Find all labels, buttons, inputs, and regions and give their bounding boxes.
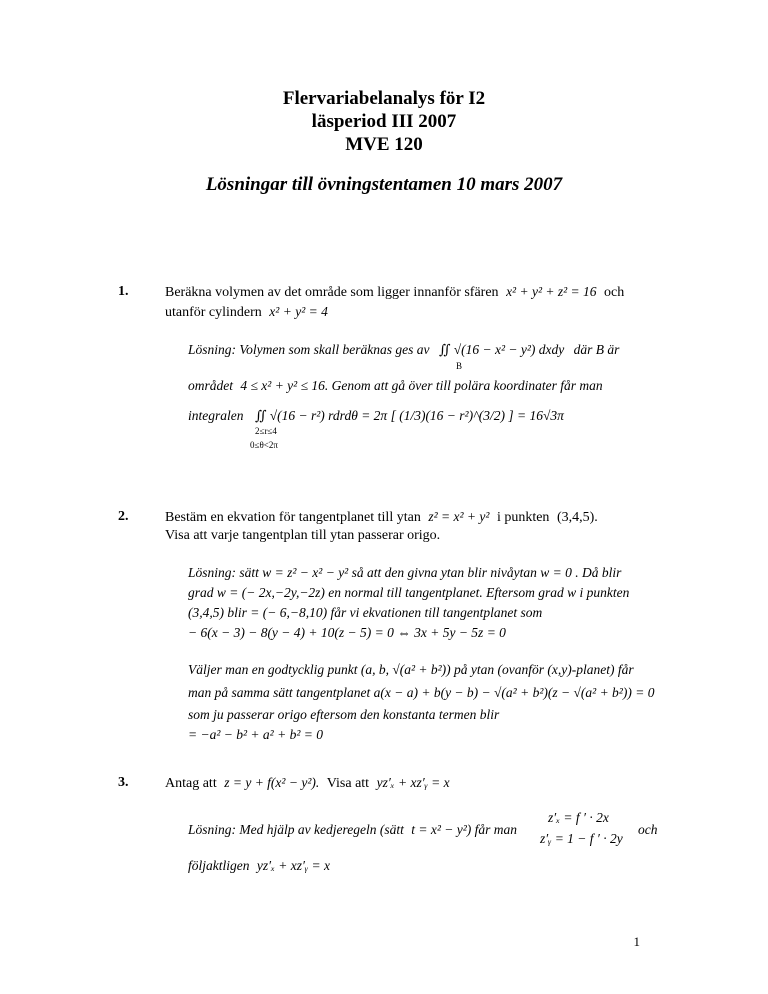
problem-2-text: Bestäm en ekvation för tangentplanet till ytan z² = x² + y² i punkten (3,4,5). [165, 509, 598, 525]
problem-3-system-eq1: z′ₓ = f ′ · 2x [548, 810, 609, 825]
doc-subtitle: Lösningar till övningstentamen 10 mars 2007 [205, 174, 563, 195]
problem-1-limit-r: 2≤r≤4 [255, 426, 277, 436]
problem-2-solution-line1: Lösning: sätt w = z² − x² − y² så att den givna ytan blir nivåytan w = 0 . Då blir [188, 565, 622, 580]
problem-1-integral-domain: B [456, 361, 463, 371]
problem-2-solution-line6: man på samma sätt tangentplanet a(x − a) + b(y − b) − √(a² + b²)(z − √(a² + b²)) = 0 [188, 685, 655, 700]
doc-title-line2: läsperiod III 2007 [311, 111, 457, 132]
problem-1-solution-line2: området 4 ≤ x² + y² ≤ 16. Genom att gå över till polära koordinater får man [188, 378, 603, 393]
problem-3-solution-line1: Lösning: Med hjälp av kedjeregeln (sätt t = x² − y²) får man [188, 822, 518, 837]
problem-1-text: Beräkna volymen av det område som ligger innanför sfären x² + y² + z² = 16 och [165, 284, 625, 300]
problem-1-solution-line3: integralen ∬ √(16 − r²) rdrdθ = 2π [ (1/3)(16 − r²)^(3/2) ] = 16√3π [188, 408, 564, 423]
problem-2-text-2: Visa att varje tangentplan till ytan passerar origo. [165, 528, 441, 543]
problem-3-system-and: och [638, 822, 658, 837]
page-number: 1 [633, 934, 640, 949]
problem-1-number: 1. [118, 284, 129, 299]
problem-3-system-eq2: z′ᵧ = 1 − f ′ · 2y [540, 831, 623, 846]
problem-1-limit-theta: 0≤θ<2π [250, 440, 278, 450]
problem-2-number: 2. [118, 509, 129, 524]
problem-2-solution-line2: grad w = (− 2x,−2y,−2z) en normal till tangentplanet. Eftersom grad w i punkten [188, 585, 630, 600]
problem-1-text-2: utanför cylindern x² + y² = 4 [165, 304, 328, 320]
doc-title-line1: Flervariabelanalys för I2 [282, 88, 486, 109]
problem-2-solution-line7: som ju passerar origo eftersom den konstanta termen blir [188, 707, 500, 722]
problem-2-solution-line4: − 6(x − 3) − 8(y − 4) + 10(z − 5) = 0 ⇔ 3x + 5y − 5z = 0 [188, 625, 506, 640]
doc-title-line3: MVE 120 [345, 134, 423, 155]
problem-3-text: Antag att z = y + f(x² − y²). Visa att yz′ₓ + xz′ᵧ = x [165, 775, 450, 791]
problem-2-solution-line5: Väljer man en godtycklig punkt (a, b, √(a² + b²)) på ytan (ovanför (x,y)-planet) får [188, 662, 634, 677]
problem-2-solution-line3: (3,4,5) blir = (− 6,−8,10) får vi ekvationen till tangentplanet som [188, 605, 543, 620]
problem-3-number: 3. [118, 775, 129, 790]
problem-2-solution-line8: = −a² − b² + a² + b² = 0 [188, 727, 323, 742]
problem-1-solution-line1: Lösning: Volymen som skall beräknas ges av ∬ √(16 − x² − y²) dxdy där B är [188, 342, 620, 357]
problem-3-solution-line2: följaktligen yz′ₓ + xz′ᵧ = x [188, 858, 330, 873]
